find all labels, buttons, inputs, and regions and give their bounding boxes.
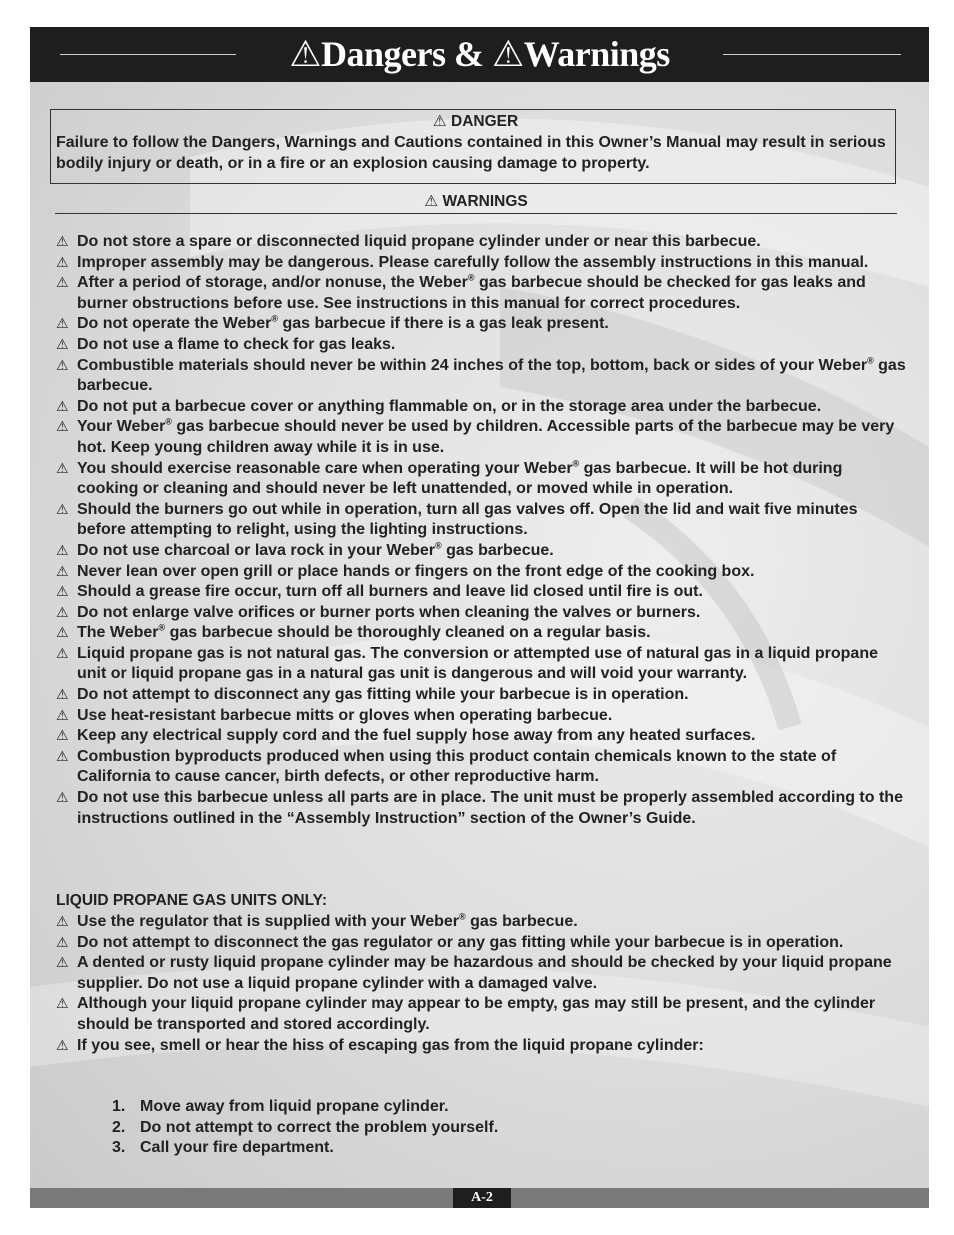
warning-item-text: Although your liquid propane cylinder may appear to be empty, gas may still be present, and the cylinder should be transported and stored accordingly. [77,995,876,1033]
warning-item-text: A dented or rusty liquid propane cylinder may be hazardous and should be checked by your liquid propane supplier. Do not use a liquid propane cylinder with a damaged valve. [77,954,892,992]
warning-item-text: Do not attempt to disconnect the gas regulator or any gas fitting while your barbecue is in operation. [77,933,844,951]
warning-item-text: Liquid propane gas is not natural gas. The conversion or attempted use of natural gas in a liquid propane unit or liquid propane gas in a natural gas unit is dangerous and will void your warranty. [77,644,878,683]
warning-triangle-icon: ⚠ [56,254,69,271]
warning-item-text: Do not operate the Weber® gas barbecue if there is a gas leak present. [77,314,609,333]
warning-item-text: Do not put a barbecue cover or anything flammable on, or in the storage area under the barbecue. [77,397,822,415]
warning-triangle-icon: ⚠ [56,275,69,292]
warning-item [56,953,906,994]
warning-item [56,314,906,335]
warning-item [56,335,906,356]
page-footer [30,1188,929,1208]
warning-triangle-icon: ⚠ [56,234,69,250]
warning-item-text: Do not store a spare or disconnected liquid propane cylinder under or near this barbecue. [77,233,761,250]
leak-step [112,1097,498,1118]
warnings-divider [55,213,897,214]
warning-triangle-icon: ⚠ [56,645,69,662]
warning-triangle-icon: ⚠ [56,955,69,972]
danger-heading: ⚠ DANGER [432,112,519,130]
warning-item-text: Improper assembly may be dangerous. Please carefully follow the assembly instructions in this manual. [77,253,869,271]
warning-triangle-icon: ⚠ [56,604,69,621]
warning-item [56,788,906,829]
warning-triangle-icon: ⚠ [56,316,69,333]
warning-item [56,603,906,624]
warning-item [56,706,906,727]
step-text: Move away from liquid propane cylinder. [140,1098,449,1115]
warning-triangle-icon: ⚠ [56,625,69,642]
warning-item [56,994,906,1035]
warning-item-text: Do not use charcoal or lava rock in your Weber® gas barbecue. [77,540,554,559]
warning-item-text: Use the regulator that is supplied with your Weber® gas barbecue. [77,911,578,930]
warning-item [56,541,906,562]
warning-triangle-icon: ⚠ [56,790,69,807]
warning-item-text: After a period of storage, and/or nonuse, the Weber® gas barbecue should be checked for gas leaks and burner obstructions before use. See instructions in this manual for correct procedures. [77,272,866,312]
warning-triangle-icon: ⚠ [56,501,69,518]
leak-step [112,1118,498,1139]
warning-item [56,726,906,747]
warning-triangle-icon: ⚠ [56,563,69,580]
leak-steps-list [112,1097,498,1159]
warning-triangle-icon: ⚠ [56,728,69,745]
warning-item-text: Combustible materials should never be within 24 inches of the top, bottom, back or sides of your Weber® gas barbecue. [77,355,906,395]
warning-item-text: Should a grease fire occur, turn off all burners and leave lid closed until fire is out. [77,583,703,601]
warning-triangle-icon: ⚠ [56,460,69,477]
lp-heading: LIQUID PROPANE GAS UNITS ONLY: [56,892,327,909]
warning-triangle-icon: ⚠ [56,687,69,704]
warning-item-text: Your Weber® gas barbecue should never be used by children. Accessible parts of the barbecue may be very hot. Keep young children away while it is in use. [77,417,895,456]
warning-item [56,417,906,458]
warning-item [56,933,906,954]
warning-triangle-icon: ⚠ [56,336,69,353]
warning-item-text: Should the burners go out while in operation, turn all gas valves off. Open the lid and wait five minutes before attempting to relight, using the lighting instructions. [77,500,858,539]
warning-triangle-icon: ⚠ [56,398,69,415]
warning-item-text: You should exercise reasonable care when operating your Weber® gas barbecue. It will be hot during cooking or cleaning and should never be left unattended, or moved while in operation. [77,458,843,498]
warnings-list [56,232,906,829]
warning-triangle-icon: ⚠ [56,996,69,1013]
warning-item [56,356,906,397]
warning-item [56,582,906,603]
warning-triangle-icon: ⚠ [56,934,69,951]
warning-triangle-icon: ⚠ [56,542,69,559]
warning-item [56,1036,906,1057]
step-number: 2. [112,1118,126,1136]
warning-item-text: Use heat-resistant barbecue mitts or gloves when operating barbecue. [77,706,613,724]
step-number: 3. [112,1139,126,1157]
warning-item [56,644,906,685]
warning-triangle-icon: ⚠ [56,1037,69,1054]
danger-text: Failure to follow the Dangers, Warnings and Cautions contained in this Owner’s Manual may result in serious bodily injury or death, or in a fire or an explosion causing damage to property. [56,134,886,172]
warning-item [56,500,906,541]
warning-item-text: Do not enlarge valve orifices or burner ports when cleaning the valves or burners. [77,603,701,621]
warning-item [56,232,906,253]
page-header [30,27,929,82]
warning-item [56,397,906,418]
warning-item-text: Do not use this barbecue unless all parts are in place. The unit must be properly assembled according to the instructions outlined in the “Assembly Instruction” section of the Owner’s Guide. [77,789,903,827]
warning-item [56,623,906,644]
warning-item [56,273,906,314]
manual-page [30,27,929,1208]
warning-item [56,685,906,706]
warning-item [56,747,906,788]
warning-triangle-icon: ⚠ [56,419,69,436]
warning-item-text: Keep any electrical supply cord and the fuel supply hose away from any heated surfaces. [77,727,756,745]
warning-triangle-icon: ⚠ [56,357,69,374]
warning-item-text: The Weber® gas barbecue should be thoroughly cleaned on a regular basis. [77,622,651,642]
warning-item [56,912,906,933]
warning-item-text: If you see, smell or hear the hiss of escaping gas from the liquid propane cylinder: [77,1036,704,1054]
warning-item-text: Do not use a flame to check for gas leaks. [77,335,396,353]
leak-step [112,1138,498,1159]
step-text: Call your fire department. [140,1139,334,1157]
warning-item [56,459,906,500]
warning-triangle-icon: ⚠ [432,112,447,130]
warning-item-text: Combustion byproducts produced when using this product contain chemicals known to the state of California to cause cancer, birth defects, or other reproductive harm. [77,747,837,786]
page-number: A-2 [453,1188,511,1208]
warning-triangle-icon: ⚠ [56,707,69,724]
step-number: 1. [112,1098,126,1115]
step-text: Do not attempt to correct the problem yourself. [140,1118,499,1136]
warning-triangle-icon: ⚠ [491,34,524,75]
warnings-heading: ⚠ WARNINGS [424,192,528,210]
warning-triangle-icon: ⚠ [424,192,439,210]
warning-triangle-icon: ⚠ [289,34,321,75]
warning-item [56,562,906,583]
warning-item-text: Never lean over open grill or place hands or fingers on the front edge of the cooking box. [77,562,755,580]
warning-triangle-icon: ⚠ [56,748,69,765]
page-title: ⚠Dangers & ⚠Warnings [289,34,670,75]
warning-triangle-icon: ⚠ [56,914,69,930]
warning-item [56,253,906,274]
warning-item-text: Do not attempt to disconnect any gas fitting while your barbecue is in operation. [77,686,689,704]
danger-box [50,109,896,184]
warning-triangle-icon: ⚠ [56,584,69,601]
lp-warnings-list [56,912,906,1056]
